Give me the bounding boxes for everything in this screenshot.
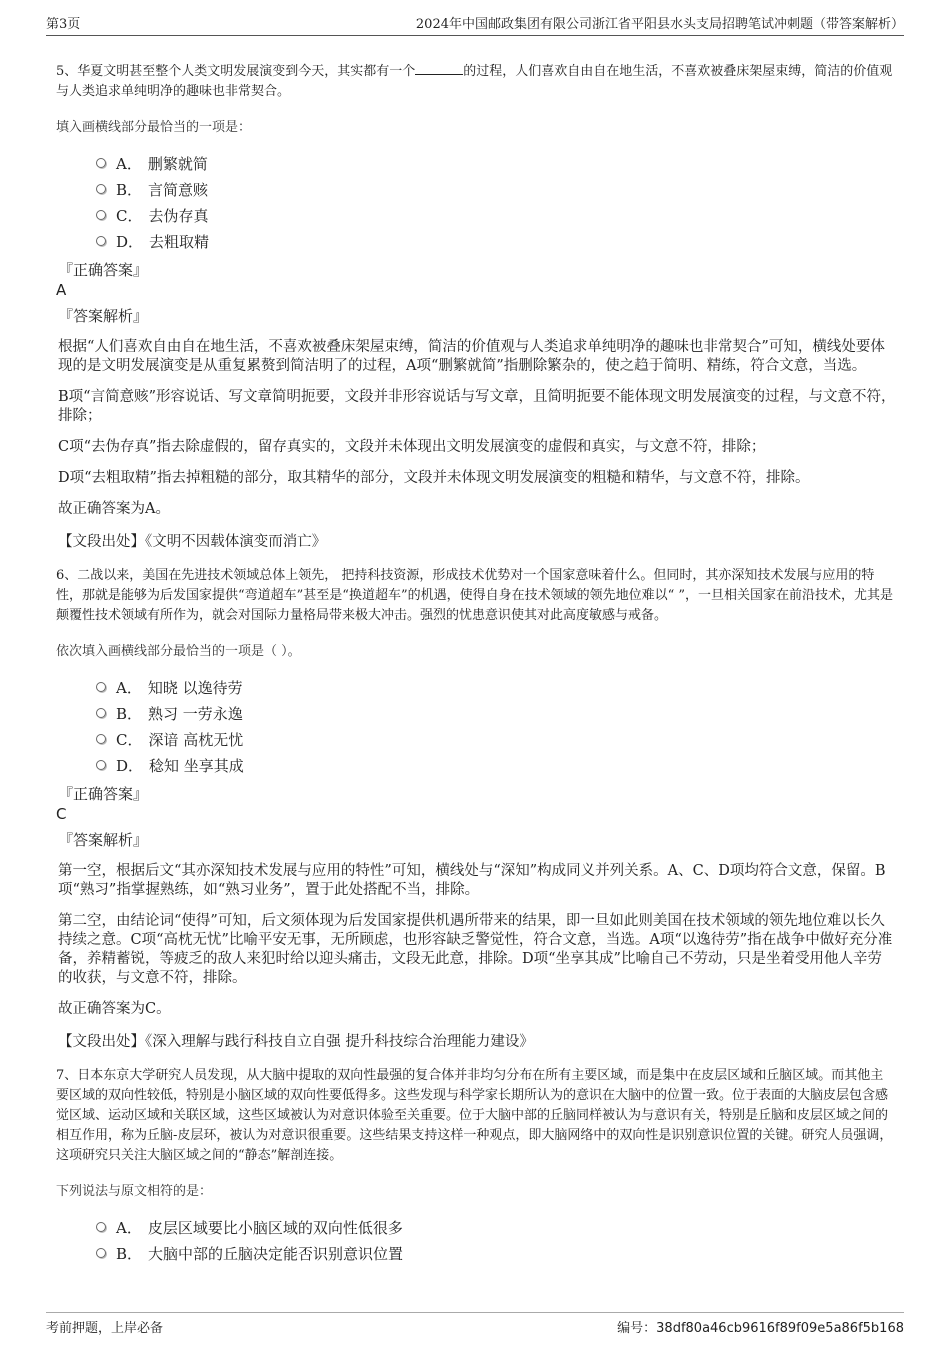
option-text: 深谙 高枕无忧 [148,730,244,749]
option-letter: B． [116,1244,143,1263]
option-list [96,674,896,778]
document-body [56,60,896,1280]
document-id-label: 编号： [617,1321,657,1336]
option-text: 熟习 一劳永逸 [148,704,243,723]
stem-part: 的过程，人们喜欢自由自在地生活，不喜欢被叠床架屋束缚，简洁的价值观与人类追求单纯明净的趣味也非常契合。 [56,64,893,99]
radio-icon[interactable] [96,1222,106,1232]
page-number: 第3页 [46,17,81,32]
radio-icon[interactable] [96,1248,106,1258]
analysis-paragraph: 故正确答案为A。 [58,501,170,517]
option-letter: C． [116,730,143,749]
document-id-value: 38df80a46cb9616f89f09e5a86f5b168 [656,1321,904,1336]
radio-icon[interactable] [96,158,106,168]
option-b[interactable] [96,176,896,202]
answer-label: 『正确答案』 [58,261,149,279]
question-6 [56,566,896,1052]
analysis-label: 『答案解析』 [58,831,149,849]
option-letter: C． [116,206,143,225]
option-d[interactable] [96,228,896,254]
radio-icon[interactable] [96,236,106,246]
option-letter: D． [116,756,144,775]
answer-value: C [56,805,67,823]
option-b[interactable] [96,700,896,726]
option-text: 知晓 以逸待劳 [147,678,243,697]
option-list [96,1214,896,1266]
analysis-paragraph: 第二空，由结论词“使得”可知，后文须体现为后发国家提供机遇所带来的结果，即一旦如此则美国在技术领域的领先地位难以长久持续之意。C项“高枕无忧”比喻平安无事，无所顾虑，也形容缺乏警觉性，符合文意，当选。A项“以逸待劳”指在战争中做好充分准备，养精蓄锐，等疲乏的敌人来犯时给以迎头痛击，文段无此意，排除。D项“坐享其成”比喻自己不劳动，只是坐着受用他人辛劳的收获，与文意不符，排除。 [58,913,893,986]
question-prompt: 下列说法与原文相符的是： [56,1184,213,1199]
footer-slogan: 考前押题，上岸必备 [46,1321,164,1336]
question-stem: 7、日本东京大学研究人员发现，从大脑中提取的双向性最强的复合体并非均匀分布在所有主要区域，而是集中在皮层区域和丘脑区域。而其他主要区域的双向性较低，特别是小脑区域的双向性要低得多。这些发现与科学家长期所认为的意识在大脑中的位置一致。位于表面的大脑皮层包含感觉区域、运动区域和关联区域，这些区域被认为对意识体验至关重要。位于大脑中部的丘脑同样被认为与意识有关，特别是丘脑和皮层区域之间的相互作用，称为丘脑-皮层环，被认为对意识很重要。这些结果支持这样一种观点，即大脑网络中的双向性是识别意识位置的关键。研究人员强调，这项研究只关注大脑区域之间的“静态”解剖连接。 [56,1068,893,1163]
radio-icon[interactable] [96,760,106,770]
question-stem: 6、二战以来，美国在先进技术领域总体上领先， 把持科技资源，形成技术优势对一个国家意味着什么。但同时，其亦深知技术发展与应用的特性，那就是能够为后发国家提供“弯道超车”甚至是“换道超车”的机遇，使得自身在技术领域的领先地位难以“ ”，一旦相关国家在前沿技术，尤其是颠覆性技术领域有所作为，就会对国际力量格局带来极大冲击。强烈的忧患意识使其对此高度敏感与戒备。 [56,568,894,623]
option-letter: A． [116,154,142,173]
question-prompt: 填入画横线部分最恰当的一项是： [56,120,252,135]
option-a[interactable] [96,150,896,176]
radio-icon[interactable] [96,210,106,220]
answer-value: A [56,281,67,299]
radio-icon[interactable] [96,184,106,194]
source-citation: 【文段出处】《深入理解与践行科技自立自强 提升科技综合治理能力建设》 [58,1034,534,1050]
stem-part: 5、华夏文明甚至整个人类文明发展演变到今天，其实都有一个 [56,64,416,79]
question-stem [56,60,896,102]
option-letter: B． [116,180,143,199]
option-text: 稔知 坐享其成 [149,756,244,775]
answer-label: 『正确答案』 [58,785,149,803]
question-prompt: 依次填入画横线部分最恰当的一项是（ ）。 [56,644,301,659]
option-letter: A． [116,678,142,697]
option-text: 去伪存真 [148,206,209,225]
question-7 [56,1066,896,1266]
radio-icon[interactable] [96,682,106,692]
option-letter: D． [116,232,144,251]
analysis-paragraph: 第一空，根据后文“其亦深知技术发展与应用的特性”可知，横线处与“深知”构成同义并列关系。A、C、D项均符合文意，保留。B项“熟习”指掌握熟练，如“熟习业务”，置于此处搭配不当，排除。 [58,863,886,898]
analysis-paragraph: D项“去粗取精”指去掉粗糙的部分，取其精华的部分，文段并未体现文明发展演变的粗糙和精华，与文意不符，排除。 [58,470,810,486]
option-text: 删繁就简 [147,154,208,173]
option-text: 皮层区域要比小脑区域的双向性低很多 [147,1218,403,1237]
option-d[interactable] [96,752,896,778]
source-citation: 【文段出处】《文明不因载体演变而消亡》 [58,534,327,550]
question-5 [56,60,896,552]
option-letter: A． [116,1218,142,1237]
page-header [46,10,904,36]
radio-icon[interactable] [96,734,106,744]
option-c[interactable] [96,202,896,228]
option-text: 言简意赅 [148,180,209,199]
option-b[interactable] [96,1240,896,1266]
option-text: 大脑中部的丘脑决定能否识别意识位置 [148,1244,404,1263]
option-letter: B． [116,704,143,723]
fill-blank [415,60,463,75]
option-a[interactable] [96,674,896,700]
document-id [617,1317,904,1336]
analysis-paragraph: C项“去伪存真”指去除虚假的，留存真实的，文段并未体现出文明发展演变的虚假和真实，与文意不符，排除； [58,439,766,455]
option-c[interactable] [96,726,896,752]
analysis-label: 『答案解析』 [58,307,149,325]
option-text: 去粗取精 [149,232,210,251]
document-title: 2024年中国邮政集团有限公司浙江省平阳县水头支局招聘笔试冲刺题（带答案解析） [415,17,904,32]
analysis-paragraph: B项“言简意赅”形容说话、写文章简明扼要，文段并非形容说话与写文章，且简明扼要不能体现文明发展演变的过程，与文意不符，排除； [58,389,896,424]
analysis-paragraph: 根据“人们喜欢自由自在地生活，不喜欢被叠床架屋束缚，简洁的价值观与人类追求单纯明净的趣味也非常契合”可知，横线处要体现的是文明发展演变是从重复累赘到简洁明了的过程，A项“删繁就简”指删除繁杂的，使之趋于简明、精练，符合文意，当选。 [58,339,885,374]
page-footer [46,1312,904,1336]
option-a[interactable] [96,1214,896,1240]
radio-icon[interactable] [96,708,106,718]
analysis-paragraph: 故正确答案为C。 [58,1001,171,1017]
option-list [96,150,896,254]
